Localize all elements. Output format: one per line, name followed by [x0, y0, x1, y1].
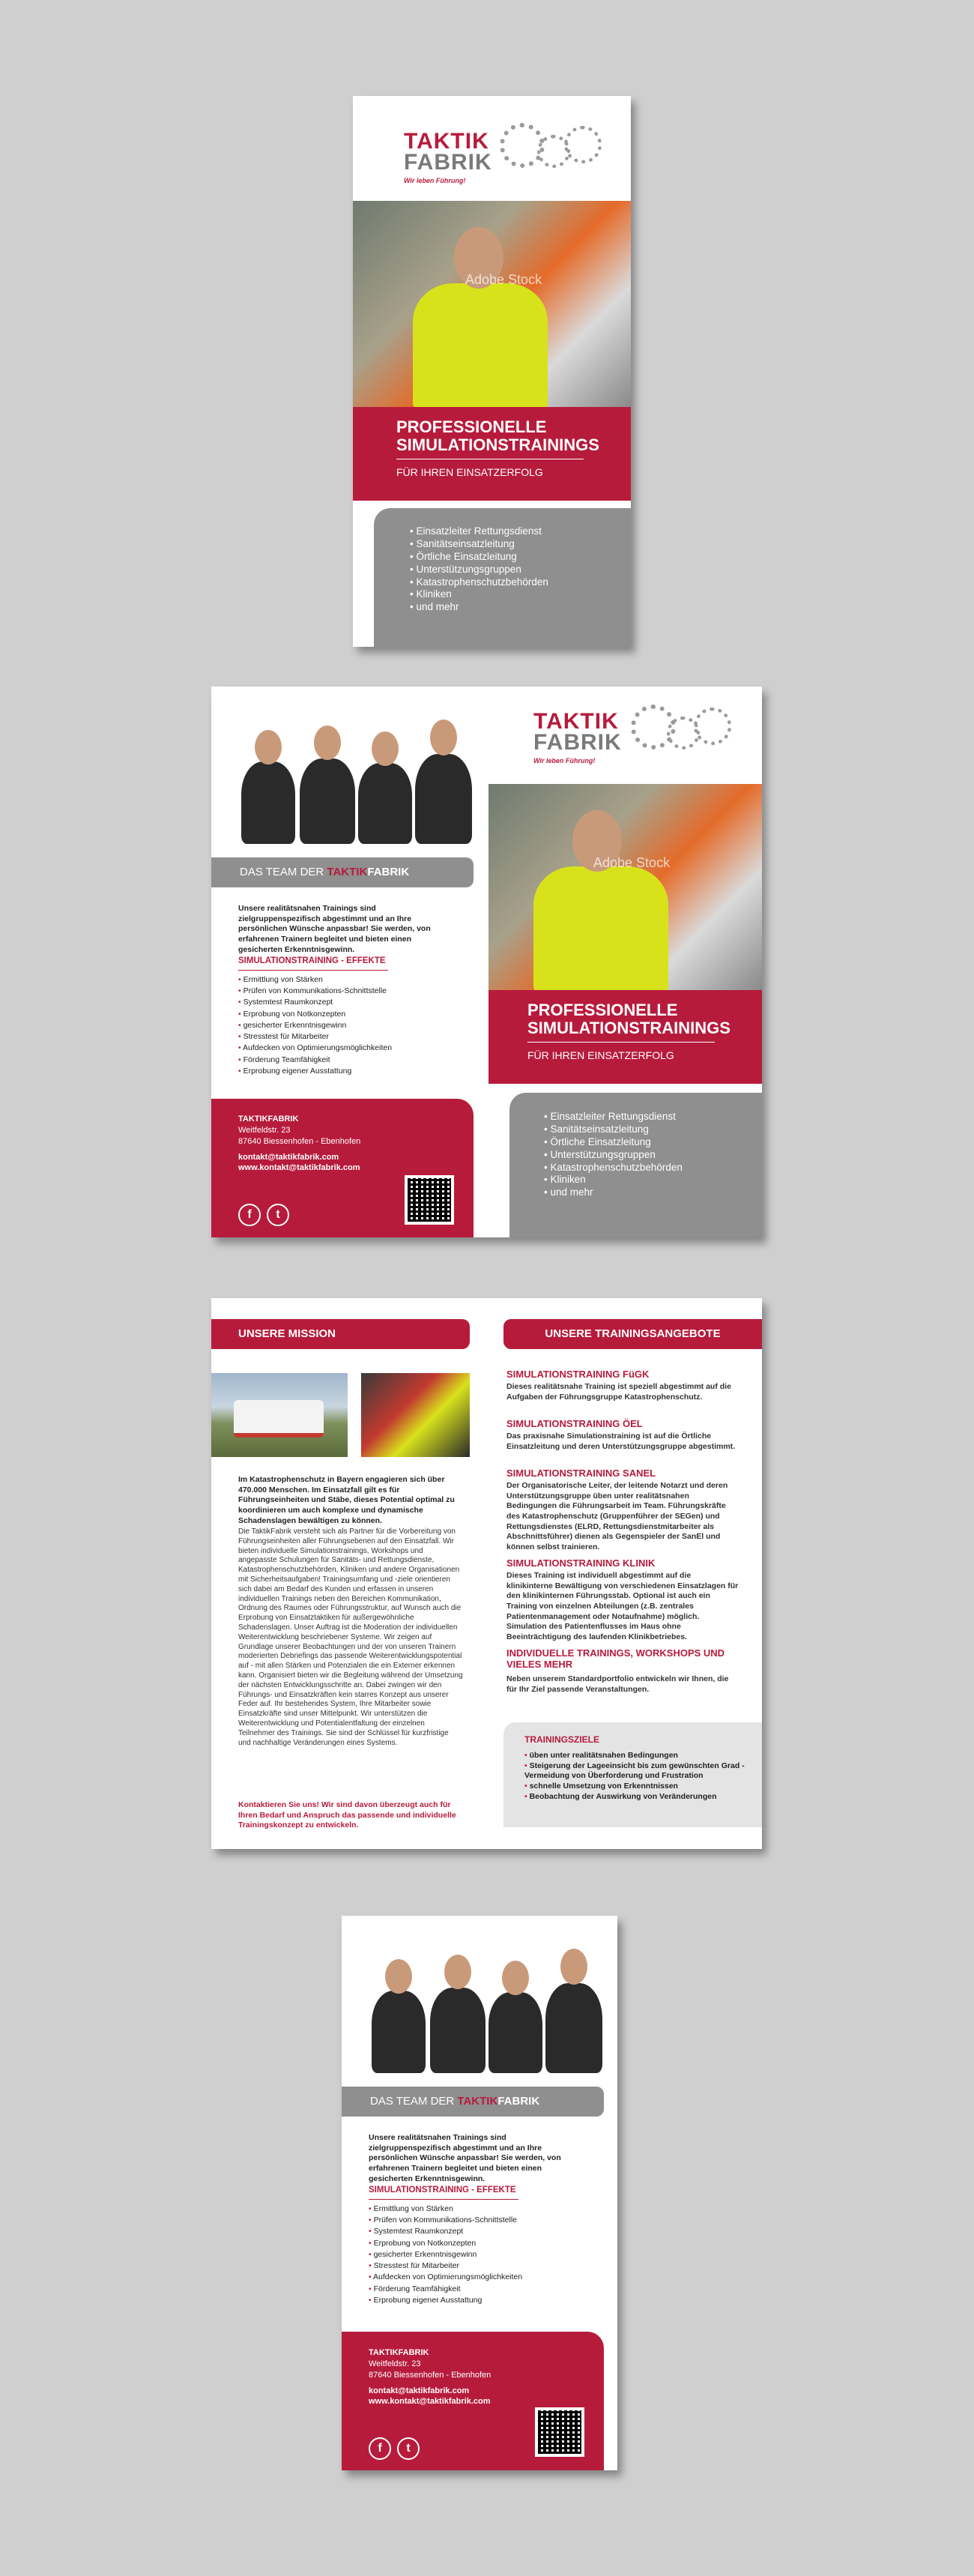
- brand-tagline: Wir leben Führung!: [404, 177, 466, 184]
- gear-icon: [694, 708, 731, 745]
- gear-icon: [564, 126, 602, 163]
- contact-web[interactable]: www.kontakt@taktikfabrik.com: [369, 2397, 491, 2407]
- team-member-face: [385, 1959, 412, 1994]
- brand-line1: TAKTIK: [533, 709, 619, 734]
- contact-city: 87640 Biessenhofen - Ebenhofen: [238, 1136, 361, 1146]
- contact-block: [238, 1114, 360, 1174]
- effects-list: [369, 2204, 522, 2306]
- team-member-face: [372, 732, 399, 766]
- spread-outside: [211, 687, 762, 1237]
- hero-photo: [488, 784, 762, 990]
- effect-item: • Prüfen von Kommunikations-Schnittstelle: [369, 2215, 522, 2226]
- cover-bullet: • Örtliche Einsatzleitung: [544, 1136, 683, 1149]
- effect-item: • Prüfen von Kommunikations-Schnittstelle: [238, 986, 392, 997]
- effect-item: • gesicherter Erkenntnisgewinn: [369, 2249, 522, 2260]
- team-member: [415, 754, 472, 844]
- offer-text: Das praxisnahe Simulationstraining ist auf die Örtliche Einsatzleitung und deren Unterstützungsgruppe abgestimmt.: [506, 1432, 736, 1451]
- goal-item: • Steigerung der Lageeinsicht bis zum gewünschten Grad - Vermeidung von Überforderung und Frustration: [524, 1761, 749, 1782]
- offer-title: SIMULATIONSTRAINING SANEL: [506, 1468, 656, 1479]
- offer-text: Neben unserem Standardportfolio entwickeln wir Ihnen, die für Ihr Ziel passende Veranstaltungen.: [506, 1674, 729, 1694]
- team-member: [241, 761, 295, 844]
- qr-pattern: [408, 1178, 451, 1222]
- contact-web[interactable]: www.kontakt@taktikfabrik.com: [238, 1163, 360, 1173]
- team-member-face: [430, 720, 457, 755]
- cover-bullet: • und mehr: [544, 1186, 683, 1199]
- watermark: Adobe Stock: [465, 272, 542, 287]
- contact-street: Weitfeldstr. 23: [369, 2359, 421, 2368]
- team-member-face: [444, 1955, 471, 1989]
- team-member-face: [560, 1949, 587, 1985]
- mission-photo-ambulance: [211, 1373, 348, 1457]
- cover-title: [527, 1001, 730, 1037]
- team-photo: [357, 1946, 604, 2073]
- goal-item: • schnelle Umsetzung von Erkenntnissen: [524, 1782, 749, 1792]
- team-heading-taktik: TAKTIK: [457, 2095, 498, 2108]
- mission-heading: UNSERE MISSION: [211, 1319, 470, 1349]
- brand-tagline: Wir leben Führung!: [533, 757, 596, 764]
- effect-item: • Systemtest Raumkonzept: [238, 997, 392, 1008]
- cover-bullet: • und mehr: [410, 601, 548, 614]
- cover-bullet: • Einsatzleiter Rettungsdienst: [544, 1111, 683, 1123]
- team-heading-fabrik: FABRIK: [367, 866, 410, 878]
- cover-title-line1: PROFESSIONELLE: [527, 1001, 678, 1019]
- goal-item: • üben unter realitätsnahen Bedingungen: [524, 1751, 749, 1761]
- mission-photo-rescuers: [361, 1373, 470, 1457]
- cover-bullet: • Unterstützungsgruppen: [544, 1149, 683, 1162]
- mission-intro: Im Katastrophenschutz in Bayern engagieren sich über 470.000 Menschen. Im Einsatzfall gilt es für Führungseinheiten und Stäbe, dieses Potential optimal zu koordinieren um auch komplexe und dynamische Schadenslagen bewältigen zu können.: [238, 1475, 455, 1525]
- offer-title: SIMULATIONSTRAINING FüGK: [506, 1369, 650, 1380]
- goals-list: [524, 1751, 749, 1802]
- effect-item: • Erprobung von Notkonzepten: [369, 2238, 522, 2249]
- team-heading-fabrik: FABRIK: [497, 2095, 540, 2108]
- team-member: [430, 1988, 486, 2073]
- paramedic-figure: [413, 283, 548, 407]
- hero-photo: [353, 201, 631, 407]
- effects-title: SIMULATIONSTRAINING - EFFEKTE: [238, 956, 386, 965]
- brand-logo: [404, 129, 492, 184]
- cover-bullets: [410, 525, 548, 614]
- cover-title-line2: SIMULATIONSTRAININGS: [527, 1018, 730, 1037]
- spread-inside: [211, 1298, 762, 1849]
- cover-bullet: • Sanitätseinsatzleitung: [544, 1123, 683, 1136]
- contact-email[interactable]: kontakt@taktikfabrik.com: [238, 1152, 339, 1162]
- effect-item: • Aufdecken von Optimierungsmöglichkeiten: [238, 1043, 392, 1054]
- cover-panel-1: [353, 96, 631, 647]
- effects-divider: [369, 2199, 518, 2200]
- cover-bullet: • Kliniken: [544, 1174, 683, 1186]
- team-member-face: [314, 726, 341, 760]
- effects-title: SIMULATIONSTRAINING - EFFEKTE: [369, 2186, 516, 2195]
- team-heading-taktik: TAKTIK: [327, 866, 368, 878]
- contact-name: TAKTIKFABRIK: [369, 2348, 429, 2357]
- facebook-icon[interactable]: f: [369, 2437, 391, 2460]
- team-heading-prefix: DAS TEAM DER: [370, 2095, 458, 2108]
- effect-item: • Erprobung eigener Ausstattung: [238, 1066, 392, 1077]
- twitter-icon[interactable]: t: [267, 1204, 289, 1226]
- cover-bullet: • Örtliche Einsatzleitung: [410, 551, 548, 564]
- brand-line1: TAKTIK: [404, 129, 489, 154]
- goals-title: TRAININGSZIELE: [524, 1734, 600, 1745]
- offer-title: SIMULATIONSTRAINING KLINIK: [506, 1557, 656, 1569]
- team-member: [300, 758, 355, 844]
- cover-bullet: • Einsatzleiter Rettungsdienst: [410, 525, 548, 538]
- contact-block: [369, 2347, 491, 2407]
- mission-cta: Kontaktieren Sie uns! Wir sind davon überzeugt auch für Ihren Bedarf und Anspruch das passende und individuelle Trainingskonzept zu entwickeln.: [238, 1800, 456, 1830]
- twitter-icon[interactable]: t: [397, 2437, 420, 2460]
- team-heading-prefix: DAS TEAM DER: [240, 866, 327, 878]
- offer-title: INDIVIDUELLE TRAININGS, WORKSHOPS UND VIELES MEHR: [506, 1647, 725, 1670]
- team-heading-bar: [211, 857, 474, 887]
- offer-text: Der Organisatorische Leiter, der leitende Notarzt und deren Unterstützungsgruppe üben unter realitätsnahen Bedingungen die Führungsarbeit im Team. Führungskräfte des Katastrophenschutz (Gruppenführer der SEGen) und Rettungsdienstes (ELRD, Rettungsdienstmitarbeiter als Abschnittsführer) dienen als Gegenspieler der SanEl und können selbst trainieren.: [506, 1481, 728, 1551]
- team-intro: Unsere realitätsnahen Trainings sind zielgruppenspezifisch abgestimmt und an Ihre persönlichen Wünsche anpassbar! Sie werden, von erfahrenen Trainern begleitet und bieten einen gesicherten Erkenntnisgewinn.: [369, 2133, 561, 2183]
- qr-code[interactable]: [405, 1175, 454, 1225]
- qr-code[interactable]: [535, 2407, 584, 2457]
- effect-item: • Erprobung eigener Ausstattung: [369, 2295, 522, 2306]
- effects-list: [238, 974, 392, 1077]
- brand-line2: FABRIK: [533, 730, 622, 755]
- cover-bullet: • Kliniken: [410, 588, 548, 601]
- team-member-face: [502, 1961, 529, 1995]
- goal-item: • Beobachtung der Auswirkung von Veränderungen: [524, 1792, 749, 1803]
- offers-heading: UNSERE TRAININGSANGEBOTE: [503, 1319, 762, 1349]
- effect-item: • Stresstest für Mitarbeiter: [238, 1031, 392, 1043]
- effect-item: • Systemtest Raumkonzept: [369, 2226, 522, 2237]
- effects-divider: [238, 970, 388, 971]
- paramedic-figure: [533, 866, 668, 990]
- team-heading-bar: [342, 2087, 604, 2117]
- offer-text: Dieses Training ist individuell abgestimmt auf die klinikinterne Bewältigung von verschiedenen Einsatzlagen für den klinikinternen Führungsstab. Optional ist auch ein Training von einzelnen Abteilungen (z.B. zentrales Patientenmanagement oder Notaufnahme) möglich. Simulation des Patientenflusses im Haus ohne Beeinträchtigung des laufenden Klinikbetriebes.: [506, 1571, 739, 1641]
- contact-street: Weitfeldstr. 23: [238, 1125, 291, 1135]
- effect-item: • Förderung Teamfähigkeit: [369, 2284, 522, 2295]
- team-member: [545, 1983, 602, 2073]
- cover-subtitle: FÜR IHREN EINSATZERFOLG: [396, 466, 543, 478]
- team-member: [358, 763, 412, 844]
- facebook-icon[interactable]: f: [238, 1204, 261, 1226]
- offer-text: Dieses realitätsnahe Training ist speziell abgestimmt auf die Aufgaben der Führungsgruppe Katastrophenschutz.: [506, 1382, 731, 1402]
- qr-pattern: [538, 2410, 581, 2454]
- effect-item: • Ermittlung von Stärken: [238, 974, 392, 986]
- effect-item: • Ermittlung von Stärken: [369, 2204, 522, 2215]
- cover-divider: [527, 1042, 715, 1043]
- team-member-face: [255, 730, 282, 764]
- brand-logo: [533, 709, 622, 764]
- effect-item: • Erprobung von Notkonzepten: [238, 1009, 392, 1020]
- cover-bullet: • Sanitätseinsatzleitung: [410, 538, 548, 551]
- team-intro: Unsere realitätsnahen Trainings sind zielgruppenspezifisch abgestimmt und an Ihre persönlichen Wünsche anpassbar! Sie werden, von erfahrenen Trainern begleitet und bieten einen gesicherten Erkenntnisgewinn.: [238, 904, 431, 954]
- contact-city: 87640 Biessenhofen - Ebenhofen: [369, 2370, 491, 2380]
- cover-title-line2: SIMULATIONSTRAININGS: [396, 435, 599, 454]
- cover-bullet: • Unterstützungsgruppen: [410, 564, 548, 576]
- contact-name: TAKTIKFABRIK: [238, 1114, 299, 1123]
- cover-subtitle: FÜR IHREN EINSATZERFOLG: [527, 1049, 674, 1061]
- cover-title: [396, 418, 599, 454]
- cover-bullet: • Katastrophenschutzbehörden: [544, 1162, 683, 1174]
- ambulance-shape: [234, 1400, 324, 1438]
- effect-item: • gesicherter Erkenntnisgewinn: [238, 1020, 392, 1031]
- cover-bullets: [544, 1111, 683, 1199]
- offer-title: SIMULATIONSTRAINING ÖEL: [506, 1418, 643, 1429]
- watermark: Adobe Stock: [593, 855, 671, 870]
- effect-item: • Stresstest für Mitarbeiter: [369, 2260, 522, 2272]
- cover-bullet: • Katastrophenschutzbehörden: [410, 576, 548, 589]
- cover-title-line1: PROFESSIONELLE: [396, 417, 547, 436]
- team-member: [488, 1992, 542, 2073]
- brand-line2: FABRIK: [404, 150, 492, 175]
- team-photo: [226, 717, 474, 844]
- team-member: [372, 1991, 426, 2073]
- team-panel: [342, 1916, 617, 2470]
- mission-body: Die TaktikFabrik versteht sich als Partner für die Vorbereitung von Führungseinheiten aller Führungsebenen auf den Einsatzfall. Wir bieten individuelle Simulationstrainings, Workshops und angepasste Schulungen für Sanitäts- und Rettungsdienste, Katastrophenschutzbehörden, Kliniken und andere Organisationen mit Sicherheitsaufgaben! Trainingsumfang und -ziele orientieren sich dabei am Bedarf des Kunden und erfassen in unseren individuellen Trainings neben den Bereichen Kommunikation, Ordnung des Raumes oder Führungsstruktur, auf Wunsch auch die Erprobung von Einsatztaktiken für außergewöhnliche Schadenslagen. Unser Auftrag ist die Moderation der individuellen Weiterentwicklung beschriebener Systeme. Wir zeigen auf Grundlage unserer Beobachtungen und der von unseren Trainern moderierten Debriefings das passende Weiterentwicklungspotential auf - mit allen Stärken und Potenzialen die ein Externer erkennen kann. Organisiert bieten wir die Begleitung während der Umsetzung der nächsten Entwicklungsschritte an. Dabei zwingen wir den Führungs- und Einsatzkräften kein starres Konzept aus unserer Feder auf. Ihr bestehendes System, Ihre Mitarbeiter sowie Einsatzkräfte sind unser Mittelpunkt. Wir unterstützen die Weiterentwicklung und Potentialentfaltung der einzelnen Teilnehmer des Trainings. Sie sind der Schlüssel für kurzfristige und nachhaltige Veränderungen eines Systems.: [238, 1527, 463, 1747]
- contact-email[interactable]: kontakt@taktikfabrik.com: [369, 2386, 470, 2395]
- effect-item: • Förderung Teamfähigkeit: [238, 1055, 392, 1066]
- effect-item: • Aufdecken von Optimierungsmöglichkeiten: [369, 2272, 522, 2283]
